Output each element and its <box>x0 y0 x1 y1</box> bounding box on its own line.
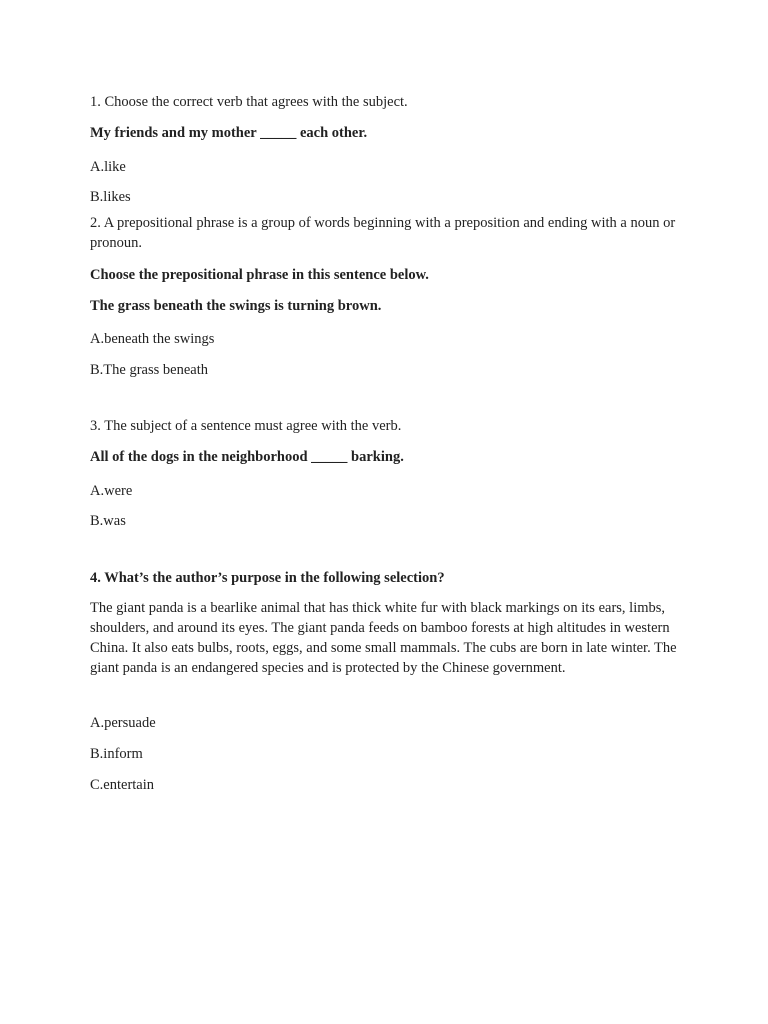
question-2-option-a: A.beneath the swings <box>90 331 215 347</box>
question-3-prompt: 3. The subject of a sentence must agree with the verb. <box>90 418 402 434</box>
question-2-stem: The grass beneath the swings is turning brown. <box>90 298 382 314</box>
question-4-passage: The giant panda is a bearlike animal that has thick white fur with black markings on its ears, limbs, shoulders, and around its eyes. The giant panda feeds on bamboo forests at high altitudes in western China. It also eats bulbs, roots, eggs, and some small mammals. The cubs are born in late winter. The giant panda is an endangered species and is protected by the Chinese government. <box>90 600 677 676</box>
question-4-prompt: 4. What’s the author’s purpose in the following selection? <box>90 570 445 586</box>
question-4-option-b: B.inform <box>90 746 143 762</box>
question-3-option-b: B.was <box>90 513 126 529</box>
question-3-option-a: A.were <box>90 483 133 499</box>
question-1-option-a: A.like <box>90 159 126 175</box>
question-1-option-b: B.likes <box>90 189 131 205</box>
question-1-stem: My friends and my mother _____ each other. <box>90 125 368 141</box>
question-4-option-c: C.entertain <box>90 777 155 793</box>
question-1-prompt: 1. Choose the correct verb that agrees with the subject. <box>90 94 408 110</box>
question-4-option-a: A.persuade <box>90 715 156 731</box>
question-2-prompt: 2. A prepositional phrase is a group of words beginning with a preposition and ending with a noun or pronoun. <box>90 215 676 251</box>
question-2-instruction: Choose the prepositional phrase in this sentence below. <box>90 267 429 283</box>
question-2-option-b: B.The grass beneath <box>90 362 208 378</box>
question-3-stem: All of the dogs in the neighborhood _____ barking. <box>90 449 404 465</box>
